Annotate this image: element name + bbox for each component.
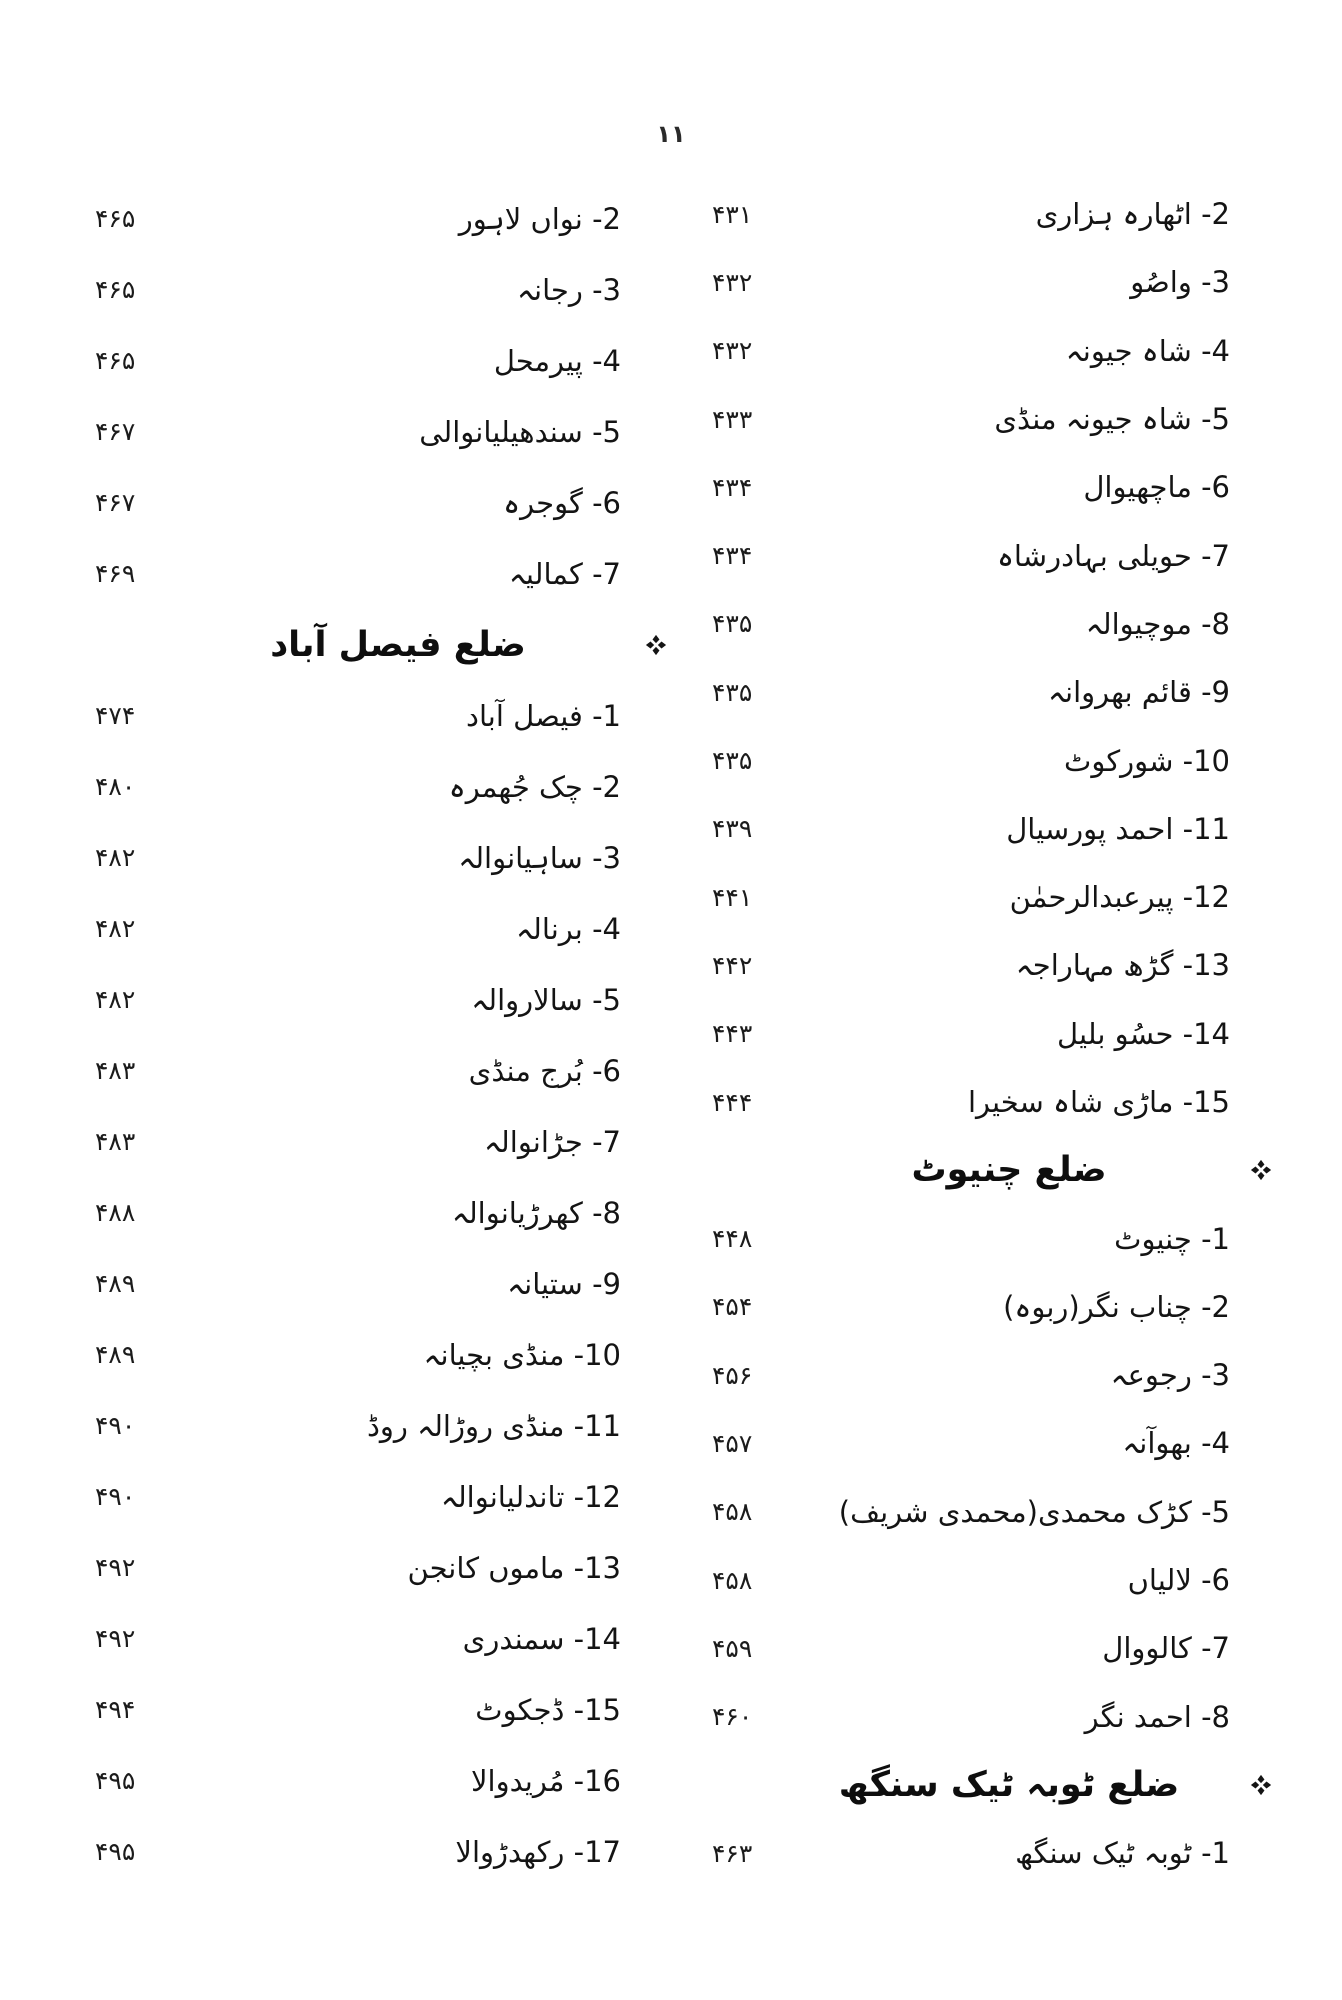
toc-row: [95, 1816, 667, 1887]
toc-row: [712, 1546, 1272, 1614]
toc-column-left: [95, 183, 667, 1887]
district-heading: ضلع ٹوبہ ٹیک سنگھ: [838, 1764, 1180, 1805]
district-marker-icon: [1250, 1159, 1272, 1181]
entry-page-number: ۴۷۴: [95, 701, 136, 730]
entry-page-number: ۴۶۹: [95, 559, 136, 588]
entry-title: 1- فیصل آباد: [466, 698, 621, 733]
entry-title: 5- کڑک محمدی(محمدی شریف): [838, 1494, 1230, 1529]
toc-column-right: [712, 180, 1272, 1887]
toc-row: [712, 1683, 1272, 1751]
entry-title: 15- ماڑی شاہ سخیرا: [967, 1085, 1230, 1119]
toc-row: [95, 1035, 667, 1106]
entry-page-number: ۴۴۲: [712, 950, 753, 980]
entry-title: 4- برنالہ: [516, 911, 621, 946]
entry-title: 14- حسُو بلیل: [1057, 1016, 1230, 1051]
entry-title: 1- چنیوٹ: [1114, 1221, 1230, 1256]
entry-title: 3- ساہیانوالہ: [458, 840, 621, 875]
toc-row: [712, 521, 1272, 589]
entry-title: 3- واصُو: [1130, 265, 1230, 300]
toc-row: [95, 325, 667, 396]
entry-title: 5- سندھیلیانوالی: [419, 414, 621, 449]
toc-row: [95, 1745, 667, 1816]
entry-page-number: ۴۶۷: [95, 417, 136, 446]
entry-page-number: ۴۴۱: [712, 882, 753, 912]
entry-page-number: ۴۵۴: [712, 1292, 753, 1322]
toc-row: [712, 1614, 1272, 1682]
entry-title: 9- ستیانہ: [507, 1266, 621, 1301]
entry-title: 2- نواں لاہور: [458, 201, 621, 236]
entry-page-number: ۴۶۳: [712, 1838, 753, 1868]
toc-row: [712, 1068, 1272, 1136]
entry-title: 14- سمندری: [462, 1621, 621, 1656]
entry-page-number: ۴۶۷: [95, 488, 136, 517]
toc-row: [712, 1204, 1272, 1272]
entry-title: 7- کمالیہ: [508, 556, 621, 591]
entry-title: 11- احمد پورسیال: [1006, 811, 1230, 846]
entry-page-number: ۴۳۴: [712, 541, 753, 571]
district-heading-row: [712, 1136, 1272, 1204]
entry-title: 3- رجوعہ: [1110, 1358, 1230, 1393]
toc-row: [95, 1248, 667, 1319]
entry-page-number: ۴۴۳: [712, 1019, 753, 1049]
district-heading-row: [712, 1751, 1272, 1819]
entry-title: 6- بُرج منڈی: [468, 1053, 621, 1088]
toc-row: [712, 180, 1272, 248]
toc-row: [712, 863, 1272, 931]
entry-title: 7- کالووال: [1102, 1631, 1230, 1666]
entry-page-number: ۴۳۱: [712, 199, 753, 229]
toc-row: [95, 822, 667, 893]
entry-page-number: ۴۵۹: [712, 1633, 753, 1663]
entry-page-number: ۴۸۸: [95, 1198, 136, 1227]
district-heading-row: [95, 609, 667, 680]
toc-row: [712, 1478, 1272, 1546]
toc-row: [95, 467, 667, 538]
toc-row: [95, 1319, 667, 1390]
toc-row: [712, 1341, 1272, 1409]
toc-row: [95, 183, 667, 254]
entry-title: 8- احمد نگر: [1084, 1699, 1230, 1734]
toc-row: [95, 254, 667, 325]
entry-title: 2- چک جُھمرہ: [448, 769, 621, 804]
toc-row: [712, 317, 1272, 385]
toc-row: [712, 248, 1272, 316]
toc-row: [95, 1603, 667, 1674]
entry-page-number: ۴۳۳: [712, 404, 753, 434]
entry-title: 13- گڑھ مہاراجہ: [1015, 948, 1230, 983]
entry-title: 5- شاہ جیونہ منڈی: [994, 402, 1230, 437]
entry-title: 17- رکھدڑوالا: [455, 1834, 621, 1869]
entry-title: 4- شاہ جیونہ: [1065, 333, 1230, 368]
entry-page-number: ۴۸۹: [95, 1269, 136, 1298]
entry-page-number: ۴۴۸: [712, 1224, 753, 1254]
toc-row: [712, 1819, 1272, 1887]
entry-page-number: ۴۸۲: [95, 843, 136, 872]
entry-title: 8- کھرڑیانوالہ: [451, 1195, 621, 1230]
entry-page-number: ۴۹۵: [95, 1766, 136, 1795]
entry-title: 7- جڑانوالہ: [483, 1124, 621, 1159]
entry-page-number: ۴۹۵: [95, 1837, 136, 1866]
toc-row: [95, 1532, 667, 1603]
district-marker-icon: [645, 634, 667, 656]
toc-row: [95, 1674, 667, 1745]
entry-title: 16- مُریدوالا: [470, 1763, 621, 1798]
toc-row: [712, 1409, 1272, 1477]
entry-page-number: ۴۹۲: [95, 1624, 136, 1653]
entry-title: 5- سالاروالہ: [471, 982, 621, 1017]
entry-page-number: ۴۳۹: [712, 814, 753, 844]
toc-row: [712, 726, 1272, 794]
entry-title: 2- اٹھارہ ہزاری: [1035, 197, 1230, 232]
entry-page-number: ۴۸۳: [95, 1127, 136, 1156]
toc-row: [95, 751, 667, 822]
entry-title: 12- پیرعبدالرحمٰن: [1009, 880, 1230, 915]
entry-page-number: ۴۳۵: [712, 609, 753, 639]
entry-page-number: ۴۹۰: [95, 1411, 136, 1440]
page-number-top: ۱۱: [656, 120, 686, 148]
entry-title: 9- قائم بھروانہ: [1048, 675, 1230, 710]
entry-title: 11- منڈی روڑالہ روڈ: [366, 1408, 621, 1443]
entry-page-number: ۴۵۸: [712, 1565, 753, 1595]
toc-row: [712, 1000, 1272, 1068]
entry-title: 1- ٹوبہ ٹیک سنگھ: [1015, 1836, 1230, 1871]
entry-page-number: ۴۶۵: [95, 275, 136, 304]
toc-row: [712, 795, 1272, 863]
entry-page-number: ۴۵۶: [712, 1360, 753, 1390]
entry-title: 3- رجانہ: [517, 272, 621, 307]
entry-title: 10- شورکوٹ: [1064, 743, 1230, 778]
toc-row: [95, 964, 667, 1035]
toc-row: [95, 538, 667, 609]
toc-row: [712, 453, 1272, 521]
toc-row: [95, 1177, 667, 1248]
entry-page-number: ۴۵۸: [712, 1497, 753, 1527]
entry-title: 4- بھوآنہ: [1122, 1426, 1230, 1461]
toc-row: [712, 658, 1272, 726]
entry-page-number: ۴۹۲: [95, 1553, 136, 1582]
entry-page-number: ۴۸۳: [95, 1056, 136, 1085]
entry-page-number: ۴۸۲: [95, 914, 136, 943]
toc-row: [95, 1106, 667, 1177]
entry-page-number: ۴۳۲: [712, 267, 753, 297]
entry-title: 6- لالیاں: [1127, 1563, 1230, 1598]
toc-row: [95, 1461, 667, 1532]
entry-page-number: ۴۸۲: [95, 985, 136, 1014]
toc-row: [712, 1273, 1272, 1341]
district-marker-icon: [1250, 1774, 1272, 1796]
entry-page-number: ۴۴۴: [712, 1087, 753, 1117]
entry-page-number: ۴۳۴: [712, 472, 753, 502]
entry-page-number: ۴۹۴: [95, 1695, 136, 1724]
toc-row: [712, 931, 1272, 999]
toc-row: [95, 396, 667, 467]
entry-title: 6- ماچھیوال: [1083, 470, 1230, 505]
entry-page-number: ۴۳۲: [712, 336, 753, 366]
toc-row: [95, 893, 667, 964]
entry-title: 4- پیرمحل: [493, 343, 621, 378]
entry-page-number: ۴۶۵: [95, 346, 136, 375]
toc-row: [95, 1390, 667, 1461]
entry-title: 6- گوجرہ: [503, 485, 621, 520]
entry-title: 12- تاندلیانوالہ: [440, 1479, 621, 1514]
district-heading: ضلع فیصل آباد: [270, 624, 526, 665]
entry-page-number: ۴۳۵: [712, 746, 753, 776]
entry-title: 2- چناب نگر(ربوہ): [1003, 1289, 1230, 1324]
toc-row: [712, 590, 1272, 658]
entry-page-number: ۴۵۷: [712, 1428, 753, 1458]
entry-page-number: ۴۸۰: [95, 772, 136, 801]
district-heading: ضلع چنیوٹ: [911, 1150, 1107, 1191]
entry-page-number: ۴۸۹: [95, 1340, 136, 1369]
entry-page-number: ۴۶۰: [712, 1702, 753, 1732]
entry-title: 15- ڈجکوٹ: [475, 1692, 621, 1727]
entry-title: 13- ماموں کانجن: [407, 1550, 621, 1585]
entry-page-number: ۴۹۰: [95, 1482, 136, 1511]
entry-title: 8- موچیوالہ: [1085, 606, 1230, 641]
entry-title: 7- حویلی بہادرشاہ: [996, 538, 1230, 573]
entry-page-number: ۴۶۵: [95, 204, 136, 233]
entry-title: 10- منڈی بچیانہ: [423, 1337, 621, 1372]
entry-page-number: ۴۳۵: [712, 677, 753, 707]
toc-row: [95, 680, 667, 751]
toc-row: [712, 385, 1272, 453]
